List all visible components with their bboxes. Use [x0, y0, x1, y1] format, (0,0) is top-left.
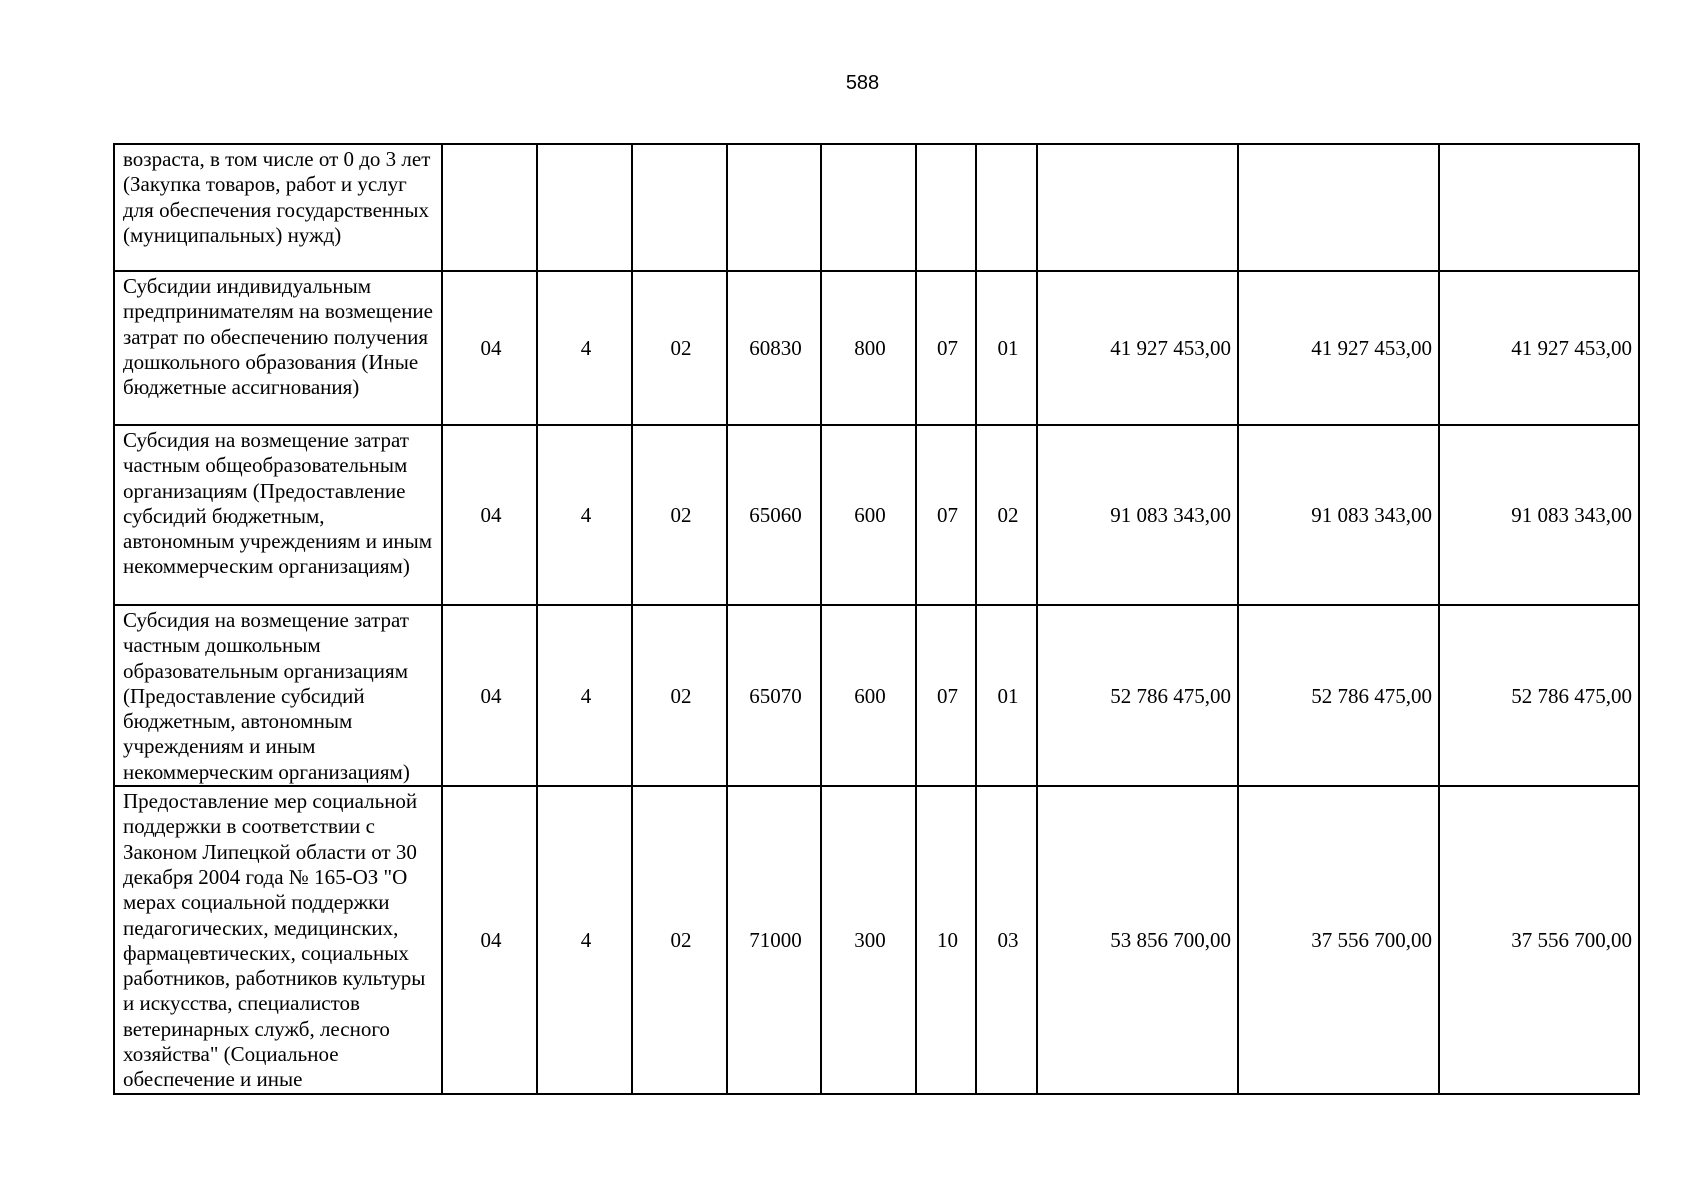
code-cell — [632, 144, 727, 271]
code-cell: 03 — [976, 786, 1037, 1094]
amount-cell: 41 927 453,00 — [1238, 271, 1439, 425]
page-number: 588 — [845, 72, 880, 94]
code-cell — [976, 144, 1037, 271]
code-cell: 04 — [442, 786, 537, 1094]
code-cell: 04 — [442, 271, 537, 425]
code-cell: 300 — [821, 786, 916, 1094]
amount-cell: 52 786 475,00 — [1238, 605, 1439, 786]
code-cell: 4 — [537, 786, 632, 1094]
amount-cell: 37 556 700,00 — [1439, 786, 1639, 1094]
code-cell: 02 — [632, 271, 727, 425]
code-cell: 02 — [632, 786, 727, 1094]
code-cell: 07 — [916, 605, 976, 786]
table-row — [114, 271, 1639, 425]
code-cell: 4 — [537, 271, 632, 425]
amount-cell — [1439, 144, 1639, 271]
table-row — [114, 425, 1639, 605]
code-cell: 4 — [537, 425, 632, 605]
amount-cell: 52 786 475,00 — [1439, 605, 1639, 786]
code-cell: 02 — [632, 605, 727, 786]
code-cell: 600 — [821, 605, 916, 786]
code-cell: 65070 — [727, 605, 821, 786]
amount-cell: 41 927 453,00 — [1439, 271, 1639, 425]
code-cell: 01 — [976, 271, 1037, 425]
code-cell: 71000 — [727, 786, 821, 1094]
code-cell — [821, 144, 916, 271]
code-cell — [537, 144, 632, 271]
table-row — [114, 786, 1639, 1094]
amount-cell: 37 556 700,00 — [1238, 786, 1439, 1094]
budget-table — [113, 143, 1640, 1095]
code-cell: 600 — [821, 425, 916, 605]
code-cell: 4 — [537, 605, 632, 786]
code-cell: 60830 — [727, 271, 821, 425]
code-cell: 04 — [442, 425, 537, 605]
row-description: Предоставление мер социальной поддержки в соответствии с Законом Липецкой области от 30 декабря 2004 года № 165-ОЗ "О мерах социальной поддержки педагогических, медицинских, фармацевтических, социальных работников, работников культуры и искусства, специалистов ветеринарных служб, лесного хозяйства" (Социальное обеспечение и иные — [114, 786, 442, 1094]
code-cell — [442, 144, 537, 271]
amount-cell: 52 786 475,00 — [1037, 605, 1238, 786]
table-row — [114, 605, 1639, 786]
amount-cell: 91 083 343,00 — [1238, 425, 1439, 605]
amount-cell: 91 083 343,00 — [1439, 425, 1639, 605]
row-description: Субсидии индивидуальным предпринимателям на возмещение затрат по обеспечению получения дошкольного образования (Иные бюджетные ассигнования) — [114, 271, 442, 425]
row-description: Субсидия на возмещение затрат частным общеобразовательным организациям (Предоставление субсидий бюджетным, автономным учреждениям и иным некоммерческим организациям) — [114, 425, 442, 605]
code-cell: 02 — [632, 425, 727, 605]
code-cell: 800 — [821, 271, 916, 425]
row-description: Субсидия на возмещение затрат частным дошкольным образовательным организациям (Предоставление субсидий бюджетным, автономным учреждениям и иным некоммерческим организациям) — [114, 605, 442, 786]
table-row — [114, 144, 1639, 271]
amount-cell: 53 856 700,00 — [1037, 786, 1238, 1094]
amount-cell — [1037, 144, 1238, 271]
amount-cell — [1238, 144, 1439, 271]
code-cell: 04 — [442, 605, 537, 786]
code-cell: 02 — [976, 425, 1037, 605]
code-cell: 01 — [976, 605, 1037, 786]
code-cell: 07 — [916, 425, 976, 605]
code-cell — [916, 144, 976, 271]
code-cell — [727, 144, 821, 271]
code-cell: 65060 — [727, 425, 821, 605]
amount-cell: 91 083 343,00 — [1037, 425, 1238, 605]
amount-cell: 41 927 453,00 — [1037, 271, 1238, 425]
code-cell: 07 — [916, 271, 976, 425]
row-description: возраста, в том числе от 0 до 3 лет (Закупка товаров, работ и услуг для обеспечения государственных (муниципальных) нужд) — [114, 144, 442, 271]
code-cell: 10 — [916, 786, 976, 1094]
